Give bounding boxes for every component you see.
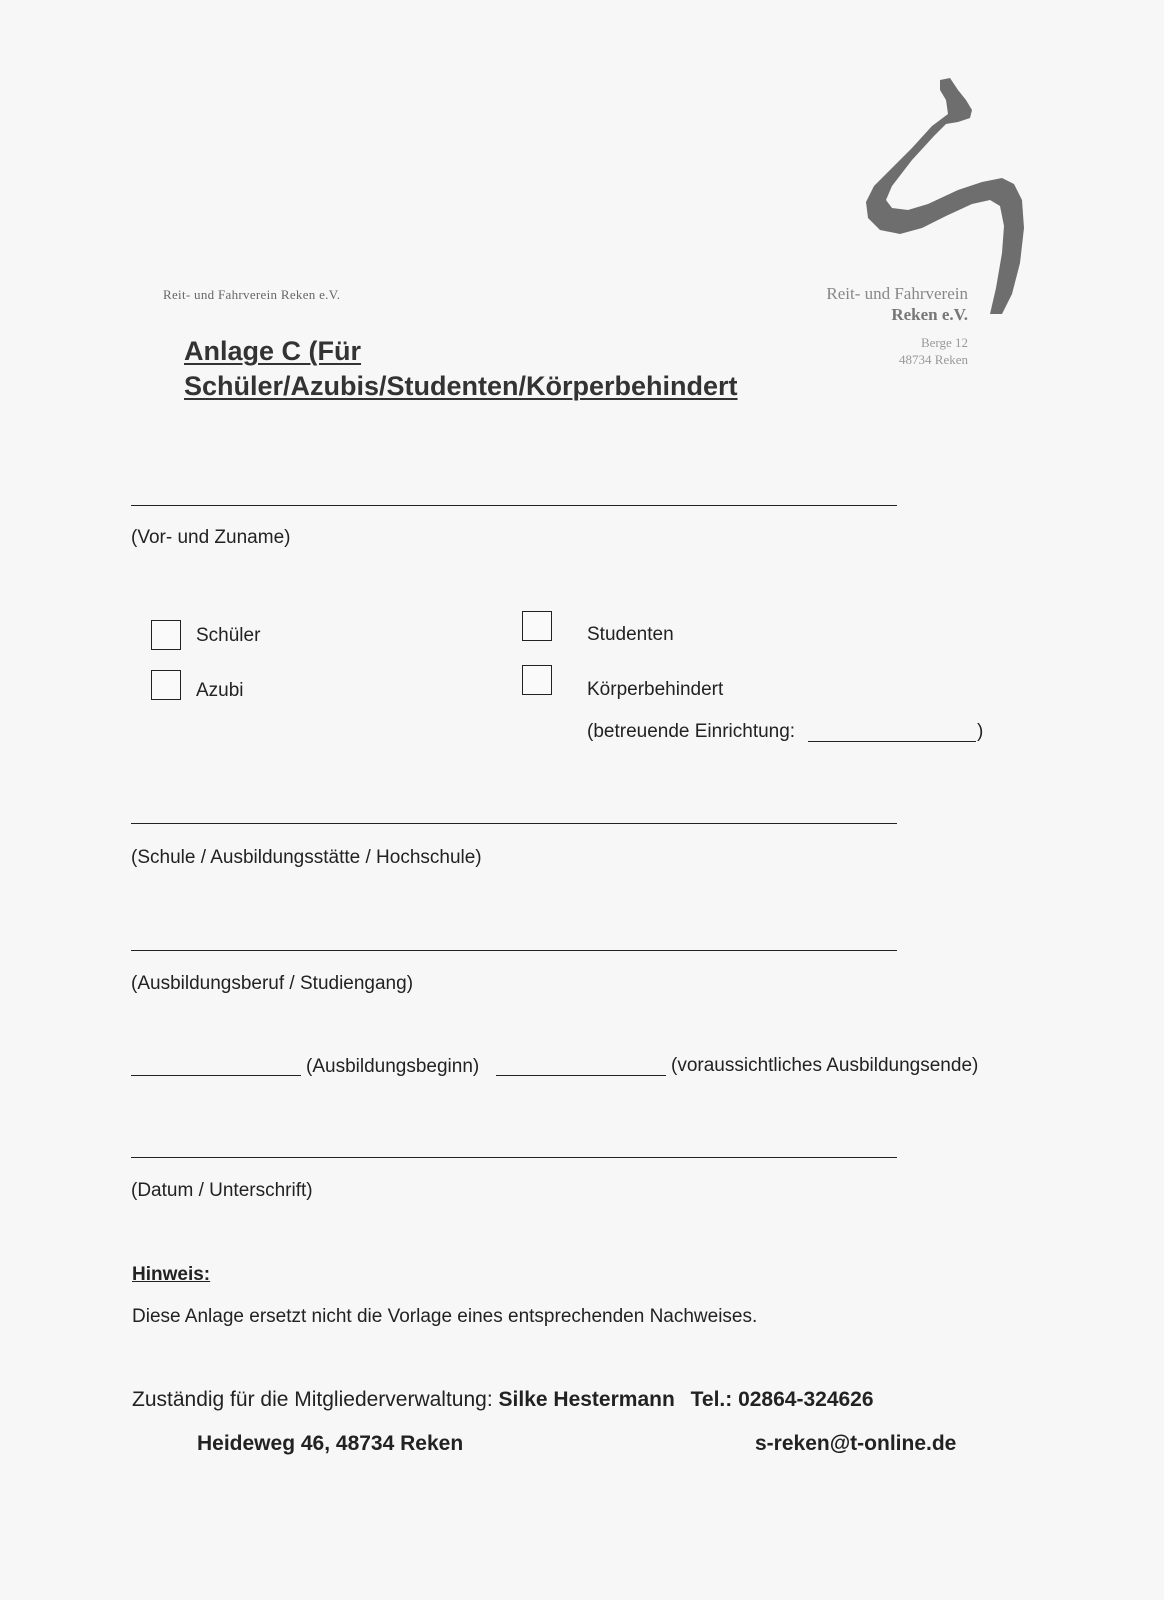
einrichtung-close-paren: ) xyxy=(977,721,984,742)
footer-phone: Tel.: 02864-324626 xyxy=(690,1388,874,1411)
profession-label: (Ausbildungsberuf / Studiengang) xyxy=(131,973,414,994)
header-org-address xyxy=(899,334,968,368)
title-line2: Schüler/Azubis/Studenten/Körperbehindert xyxy=(184,371,738,401)
start-date-label: (Ausbildungsbeginn) xyxy=(306,1056,480,1077)
checkbox-koerperbehindert-label: Körperbehindert xyxy=(587,679,724,700)
start-date-input-line[interactable] xyxy=(131,1075,301,1076)
school-label: (Schule / Ausbildungsstätte / Hochschule) xyxy=(131,847,482,868)
footer-responsible-label: Zuständig für die Mitgliederverwaltung: xyxy=(132,1388,493,1411)
title-line1: Anlage C (Für xyxy=(184,336,362,366)
header-org-small: Reit- und Fahrverein Reken e.V. xyxy=(163,287,341,302)
einrichtung-label: (betreuende Einrichtung: xyxy=(587,721,796,742)
einrichtung-input-line[interactable] xyxy=(808,741,976,742)
name-input-line[interactable] xyxy=(131,505,897,506)
checkbox-schueler-label: Schüler xyxy=(196,625,261,646)
page-title xyxy=(184,334,738,404)
footer-email[interactable]: s-reken@t-online.de xyxy=(755,1432,957,1455)
name-label: (Vor- und Zuname) xyxy=(131,527,291,548)
end-date-label: (voraussichtliches Ausbildungsende) xyxy=(671,1055,979,1076)
checkbox-koerperbehindert[interactable] xyxy=(522,665,552,695)
checkbox-azubi-label: Azubi xyxy=(196,680,244,701)
org-name-line2: Reken e.V. xyxy=(891,305,968,324)
end-date-input-line[interactable] xyxy=(496,1075,666,1076)
org-name-line1: Reit- und Fahrverein xyxy=(826,284,968,303)
checkbox-schueler[interactable] xyxy=(151,620,181,650)
org-address-city: 48734 Reken xyxy=(899,352,968,367)
checkbox-azubi[interactable] xyxy=(151,670,181,700)
org-address-street: Berge 12 xyxy=(920,335,968,350)
footer-responsible xyxy=(132,1388,874,1412)
footer-address: Heideweg 46, 48734 Reken xyxy=(197,1432,464,1455)
checkbox-studenten-label: Studenten xyxy=(587,624,674,645)
hint-text: Diese Anlage ersetzt nicht die Vorlage eines entsprechenden Nachweises. xyxy=(132,1306,758,1327)
checkbox-studenten[interactable] xyxy=(522,611,552,641)
school-input-line[interactable] xyxy=(131,823,897,824)
profession-input-line[interactable] xyxy=(131,950,897,951)
footer-responsible-name: Silke Hestermann xyxy=(498,1388,675,1411)
header-org-name xyxy=(826,283,968,325)
signature-label: (Datum / Unterschrift) xyxy=(131,1180,313,1201)
hint-heading: Hinweis: xyxy=(132,1264,211,1285)
signature-input-line[interactable] xyxy=(131,1157,897,1158)
horse-head-shape xyxy=(866,78,1024,314)
